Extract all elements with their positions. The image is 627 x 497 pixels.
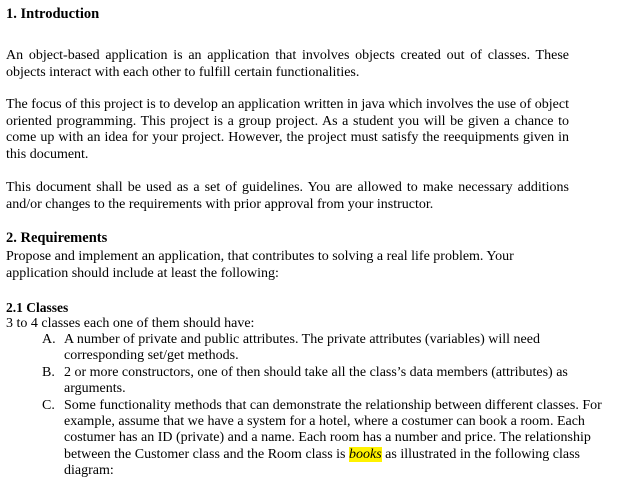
list-item-text: A number of private and public attributes. The private attributes (variables) will need corresponding set/get methods.	[64, 332, 540, 364]
intro-paragraph-2	[6, 97, 569, 163]
paragraph-text: An object-based application is an application that involves objects created out of classes. These objects interact with each other to fulfill certain functionalities.	[6, 48, 569, 80]
paragraph-text: This document shall be used as a set of guidelines. You are allowed to make necessary additions and/or changes to the requirements with prior approval from your instructor.	[6, 180, 569, 212]
list-item-text-end: as illustrated in the following class diagram:	[64, 446, 580, 479]
list-marker: B.	[42, 364, 55, 380]
class-requirements-list	[42, 332, 622, 480]
paragraph-text: Propose and implement an application, that contributes to solving a real life problem. Your application should include at least the following:	[6, 249, 514, 281]
paragraph-text: The focus of this project is to develop an application written in java which involves the use of object oriented programming. This project is a group project. As a student you will be given a chance to come up with an idea for your project. However, the project must satisfy the reequipments given in this document.	[6, 97, 569, 162]
list-item	[42, 365, 622, 398]
intro-paragraph-3	[6, 180, 569, 213]
list-item	[42, 332, 622, 365]
requirements-paragraph	[6, 249, 536, 282]
paragraph-text: 3 to 4 classes each one of them should have:	[6, 316, 255, 331]
list-item-text: Some functionality methods that can demonstrate the relationship between different classes. For example, assume that we have a system for a hotel, where a costumer can book a room. Each costumer has an ID (private) and a name. Each room has a number and price. The relationship between the Customer class and the Room class is	[64, 397, 602, 462]
list-item-text: 2 or more constructors, one of then should take all the class’s data members (attributes) as arguments.	[64, 364, 568, 397]
list-marker: C.	[42, 397, 55, 413]
section-heading-requirements: 2. Requirements	[6, 230, 108, 246]
section-heading-introduction: 1. Introduction	[6, 6, 100, 22]
intro-paragraph-1	[6, 48, 569, 81]
list-marker: A.	[42, 332, 56, 347]
classes-intro	[6, 316, 569, 333]
highlighted-word: books	[349, 446, 382, 462]
section-heading-classes: 2.1 Classes	[6, 300, 69, 315]
list-item	[42, 398, 622, 480]
